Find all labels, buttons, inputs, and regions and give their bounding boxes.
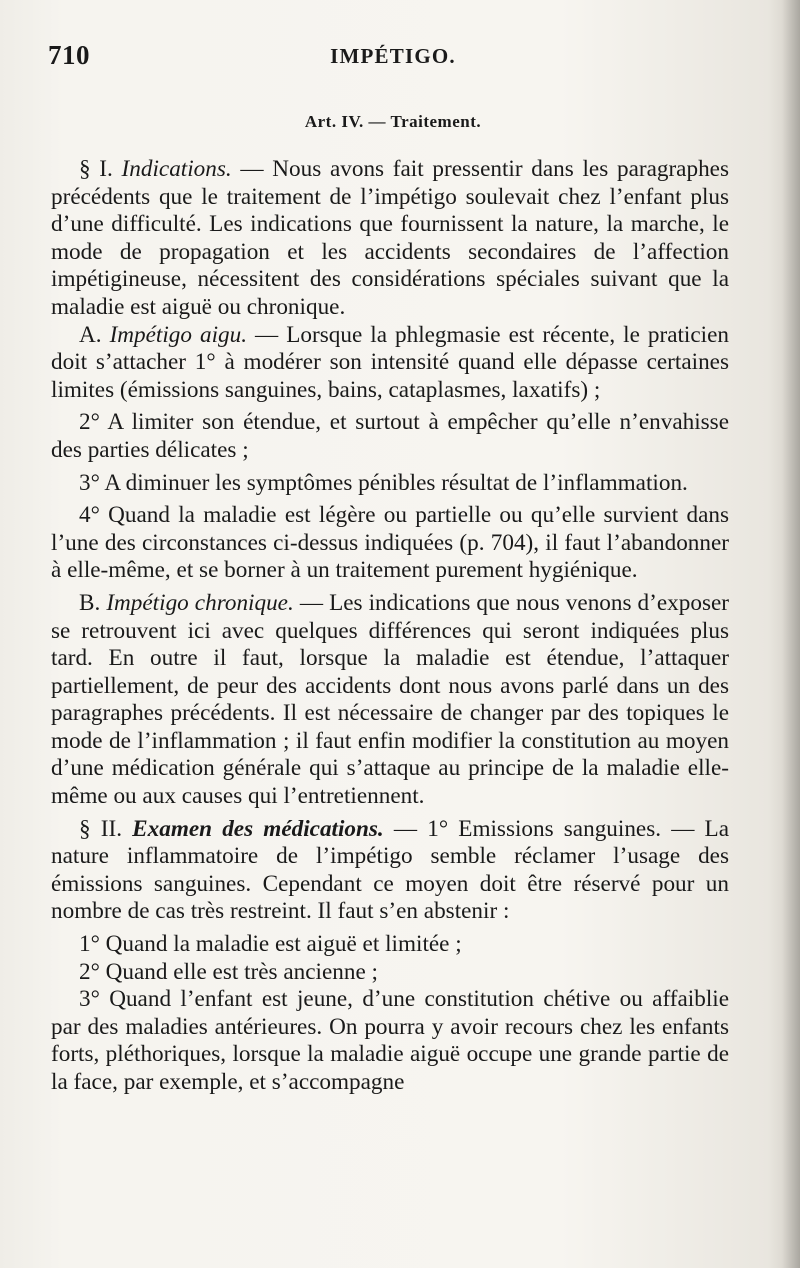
paragraph-point-2 (51, 409, 729, 464)
paragraph-prefix: § I. (79, 156, 122, 182)
page-edge-shadow (782, 0, 800, 1268)
paragraph-text: 3° Quand l’enfant est jeune, d’une constitution chétive ou affaiblie par des maladies antérieures. On pourra y avoir recours chez les enfants forts, pléthoriques, lorsque la maladie aiguë occupe une grande partie de la face, par exemple, et s’accompagne (51, 986, 729, 1095)
paragraph-text: 2° Quand elle est très ancienne ; (79, 958, 379, 985)
paragraph-text: 4° Quand la maladie est légère ou partielle ou qu’elle survient dans l’une des circonstances ci-dessus indiquées (p. 704), il faut l’abandonner à elle-même, et se borner à un traitement purement hygiénique. (51, 502, 729, 584)
paragraph-text: — Nous avons fait pressentir dans les paragraphes précédents que le traitement de l’impétigo soulevait chez l’enfant plus d’une difficulté. Les indications que fournissent la nature, la marche, le mode de propagation et les accidents secondaires de l’affection impétigineuse, nécessitent des considérations spéciales suivant que la maladie est aiguë ou chronique. (51, 156, 729, 320)
section-heading: Indications. (121, 156, 232, 182)
paragraph-abstain-2 (51, 959, 729, 987)
paragraph-impetigo-aigu (51, 322, 729, 405)
paragraph-text: 1° Quand la maladie est aiguë et limitée ; (79, 931, 462, 958)
body-text (51, 156, 729, 1097)
paragraph-text: — Lorsque la phlegmasie est récente, le praticien doit s’attacher 1° à modérer son intensité quand elle dépasse certaines limites (émissions sanguines, bains, cataplasmes, laxatifs) ; (51, 321, 729, 403)
paragraph-prefix: A. (79, 321, 110, 348)
article-title: Art. IV. — Traitement. (304, 112, 482, 131)
paragraph-text: — 1° Emissions sanguines. — La nature inflammatoire de l’impétigo semble réclamer l’usage des émissions sanguines. Cependant ce moyen doit être réservé pour un nombre de cas très restreint. Il faut s’en abstenir : (51, 815, 729, 925)
running-title: IMPÉTIGO. (330, 44, 456, 68)
paragraph-text: 2° A limiter son étendue, et surtout à empêcher qu’elle n’envahisse des parties délicates ; (51, 409, 729, 463)
page-header (48, 40, 738, 80)
paragraph-impetigo-chronique (51, 590, 729, 811)
paragraph-prefix: § II. (79, 815, 133, 842)
section-heading: Impétigo chronique. (106, 589, 294, 616)
paragraph-point-3 (51, 470, 729, 498)
paragraph-indications (51, 156, 729, 322)
paragraph-prefix: B. (79, 589, 107, 616)
paragraph-text: 3° A diminuer les symptômes pénibles résultat de l’inflammation. (79, 469, 688, 496)
paragraph-text: — Les indications que nous venons d’exposer se retrouvent ici avec quelques différences qui seront indiquées plus tard. En outre il faut, lorsque la maladie est étendue, l’attaquer partiellement, de peur des accidents dont nous avons parlé dans un des paragraphes précédents. Il est nécessaire de changer par des topiques le mode de l’inflammation ; il faut enfin modifier la constitution au moyen d’une médication générale qui s’attaque au principe de la maladie elle-même ou aux causes qui l’entretiennent. (51, 589, 729, 810)
section-heading: Examen des médications. (132, 815, 384, 842)
paragraph-abstain-1 (51, 931, 729, 959)
paragraph-examen-medications (51, 816, 729, 926)
paragraph-point-4 (51, 502, 729, 585)
page-number: 710 (48, 40, 90, 70)
section-heading: Impétigo aigu. (109, 321, 248, 348)
paragraph-abstain-3 (51, 986, 729, 1096)
